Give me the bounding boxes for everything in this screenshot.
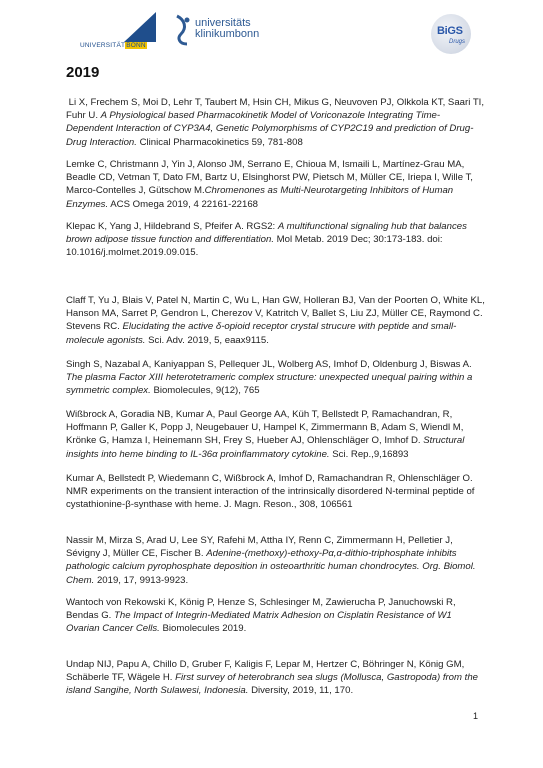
- reference-item: Wantoch von Rekowski K, König P, Henze S, Schlesinger M, Zawierucha P, Januchowski R, Bendas G. The Impact of Integrin-Mediated Matrix Adhesion on Cisplatin Resistance of W1 Ovarian Cancer Cells. Biomolecules 2019.: [66, 597, 456, 635]
- reference-item: Claff T, Yu J, Blais V, Patel N, Martin C, Wu L, Han GW, Holleran BJ, Van der Poorten O, White KL, Hanson MA, Sarret P, Gendron L, Cherezov V, Katritch V, Ballet S, Liu ZJ, Müller CE, Raymond C. Stevens RC. Elucidating the active δ-opioid receptor crystal strucure with peptide and small-molecule agonists. Sci. Adv. 2019, 5, eaax9115.: [66, 295, 485, 346]
- bigs-logo-sub: Drugs: [449, 39, 466, 45]
- reference-item: Lemke C, Christmann J, Yin J, Alonso JM, Serrano E, Chioua M, Ismaili L, Martínez-Grau MA, Beadle CD, Vetman T, Dato FM, Bartz U, Elsinghorst PW, Pietsch M, Müller CE, Iriepa I, Wille T, Marco-Contelles J, Gütschow M.Chromenones as Multi-Neurotargeting Inhibitors of Human Enzymes. ACS Omega 2019, 4 22161-22168: [66, 159, 473, 210]
- reference-item: Klepac K, Yang J, Hildebrand S, Pfeifer A. RGS2: A multifunctional signaling hub that balances brown adipose tissue function and differentiation. Mol Metab. 2019 Dec; 30:173-183. doi: 10.1016/j.molmet.2019.09.015.: [66, 221, 467, 259]
- reference-item: Li X, Frechem S, Moi D, Lehr T, Taubert M, Hsin CH, Mikus G, Neuvoven PJ, Olkkola KT, Saari TI, Fuhr U. A Physiological based Pharmacokinetik Model of Voriconazole Integrating Time-Dependent Interaction of CYP3A4, Genetic Polymorphisms of CYP2C19 and prediction of Drug-Drug Interaction. Clinical Pharmacokinetics 59, 781-808: [66, 97, 485, 148]
- reference-item: Kumar A, Bellstedt P, Wiedemann C, Wißbrock A, Imhof D, Ramachandran R, Ohlenschläger O. NMR experiments on the transient interaction of the intrinsically disordered N-terminal peptide of cystathionine-β-synthase with heme. J. Magn. Reson., 308, 106561: [66, 473, 475, 511]
- universitaet-bonn-logo: [80, 12, 162, 48]
- bigs-logo-text: BiGS: [437, 25, 463, 37]
- year-heading: 2019: [66, 64, 100, 81]
- klinikum-logo-line1: universitäts: [195, 17, 251, 29]
- bonn-logo-text: [80, 42, 147, 49]
- universitaetsklinikum-bonn-logo: [175, 14, 295, 50]
- bonn-logo-text-b: BONN: [126, 42, 146, 49]
- reference-item: Undap NIJ, Papu A, Chillo D, Gruber F, Kaligis F, Lepar M, Hertzer C, Böhringer N, König GM, Schäberle TF, Wägele H. First survey of heterobranch sea slugs (Mollusca, Gastropoda) from the island Sangihe, North Sulawesi, Indonesia. Diversity, 2019, 11, 170.: [66, 659, 479, 697]
- bigs-drugs-logo: [431, 14, 471, 54]
- klinikum-logo-line2: klinikumbonn: [195, 28, 260, 40]
- klinikum-logo-mark: [175, 14, 191, 46]
- page-number: 1: [473, 711, 479, 721]
- page-header: [0, 0, 543, 60]
- bonn-logo-text-a: UNIVERSITÄT: [80, 42, 126, 49]
- reference-item: Singh S, Nazabal A, Kaniyappan S, Pellequer JL, Wolberg AS, Imhof D, Oldenburg J, Biswas A. The plasma Factor XIII heterotetrameric complex structure: unexpected unequal pairing within a symmetric complex. Biomolecules, 9(12), 765: [66, 359, 473, 397]
- reference-item: Nassir M, Mirza S, Arad U, Lee SY, Rafehi M, Attha IY, Renn C, Zimmermann H, Pelletier J, Sévigny J, Müller CE, Fischer B. Adenine-(methoxy)-ethoxy-Pα,α-dithio-triphosphate inhibits pathologic calcium pyrophosphate deposition in osteoarthritic human chondrocytes. Org. Biomol. Chem. 2019, 17, 9913-9923.: [66, 535, 476, 586]
- reference-item: Wißbrock A, Goradia NB, Kumar A, Paul George AA, Küh T, Bellstedt P, Ramachandran, R, Hoffmann P, Galler K, Popp J, Neugebauer U, Hampel K, Zimmermann B, Adam S, Wiendl M, Krönke G, Hamza I, Heinemann SH, Frey S, Hueber AJ, Ohlenschläger O, Imhof D. Structural insights into heme binding to IL-36α proinflammatory cytokine. Sci. Rep.,9,16893: [66, 409, 465, 460]
